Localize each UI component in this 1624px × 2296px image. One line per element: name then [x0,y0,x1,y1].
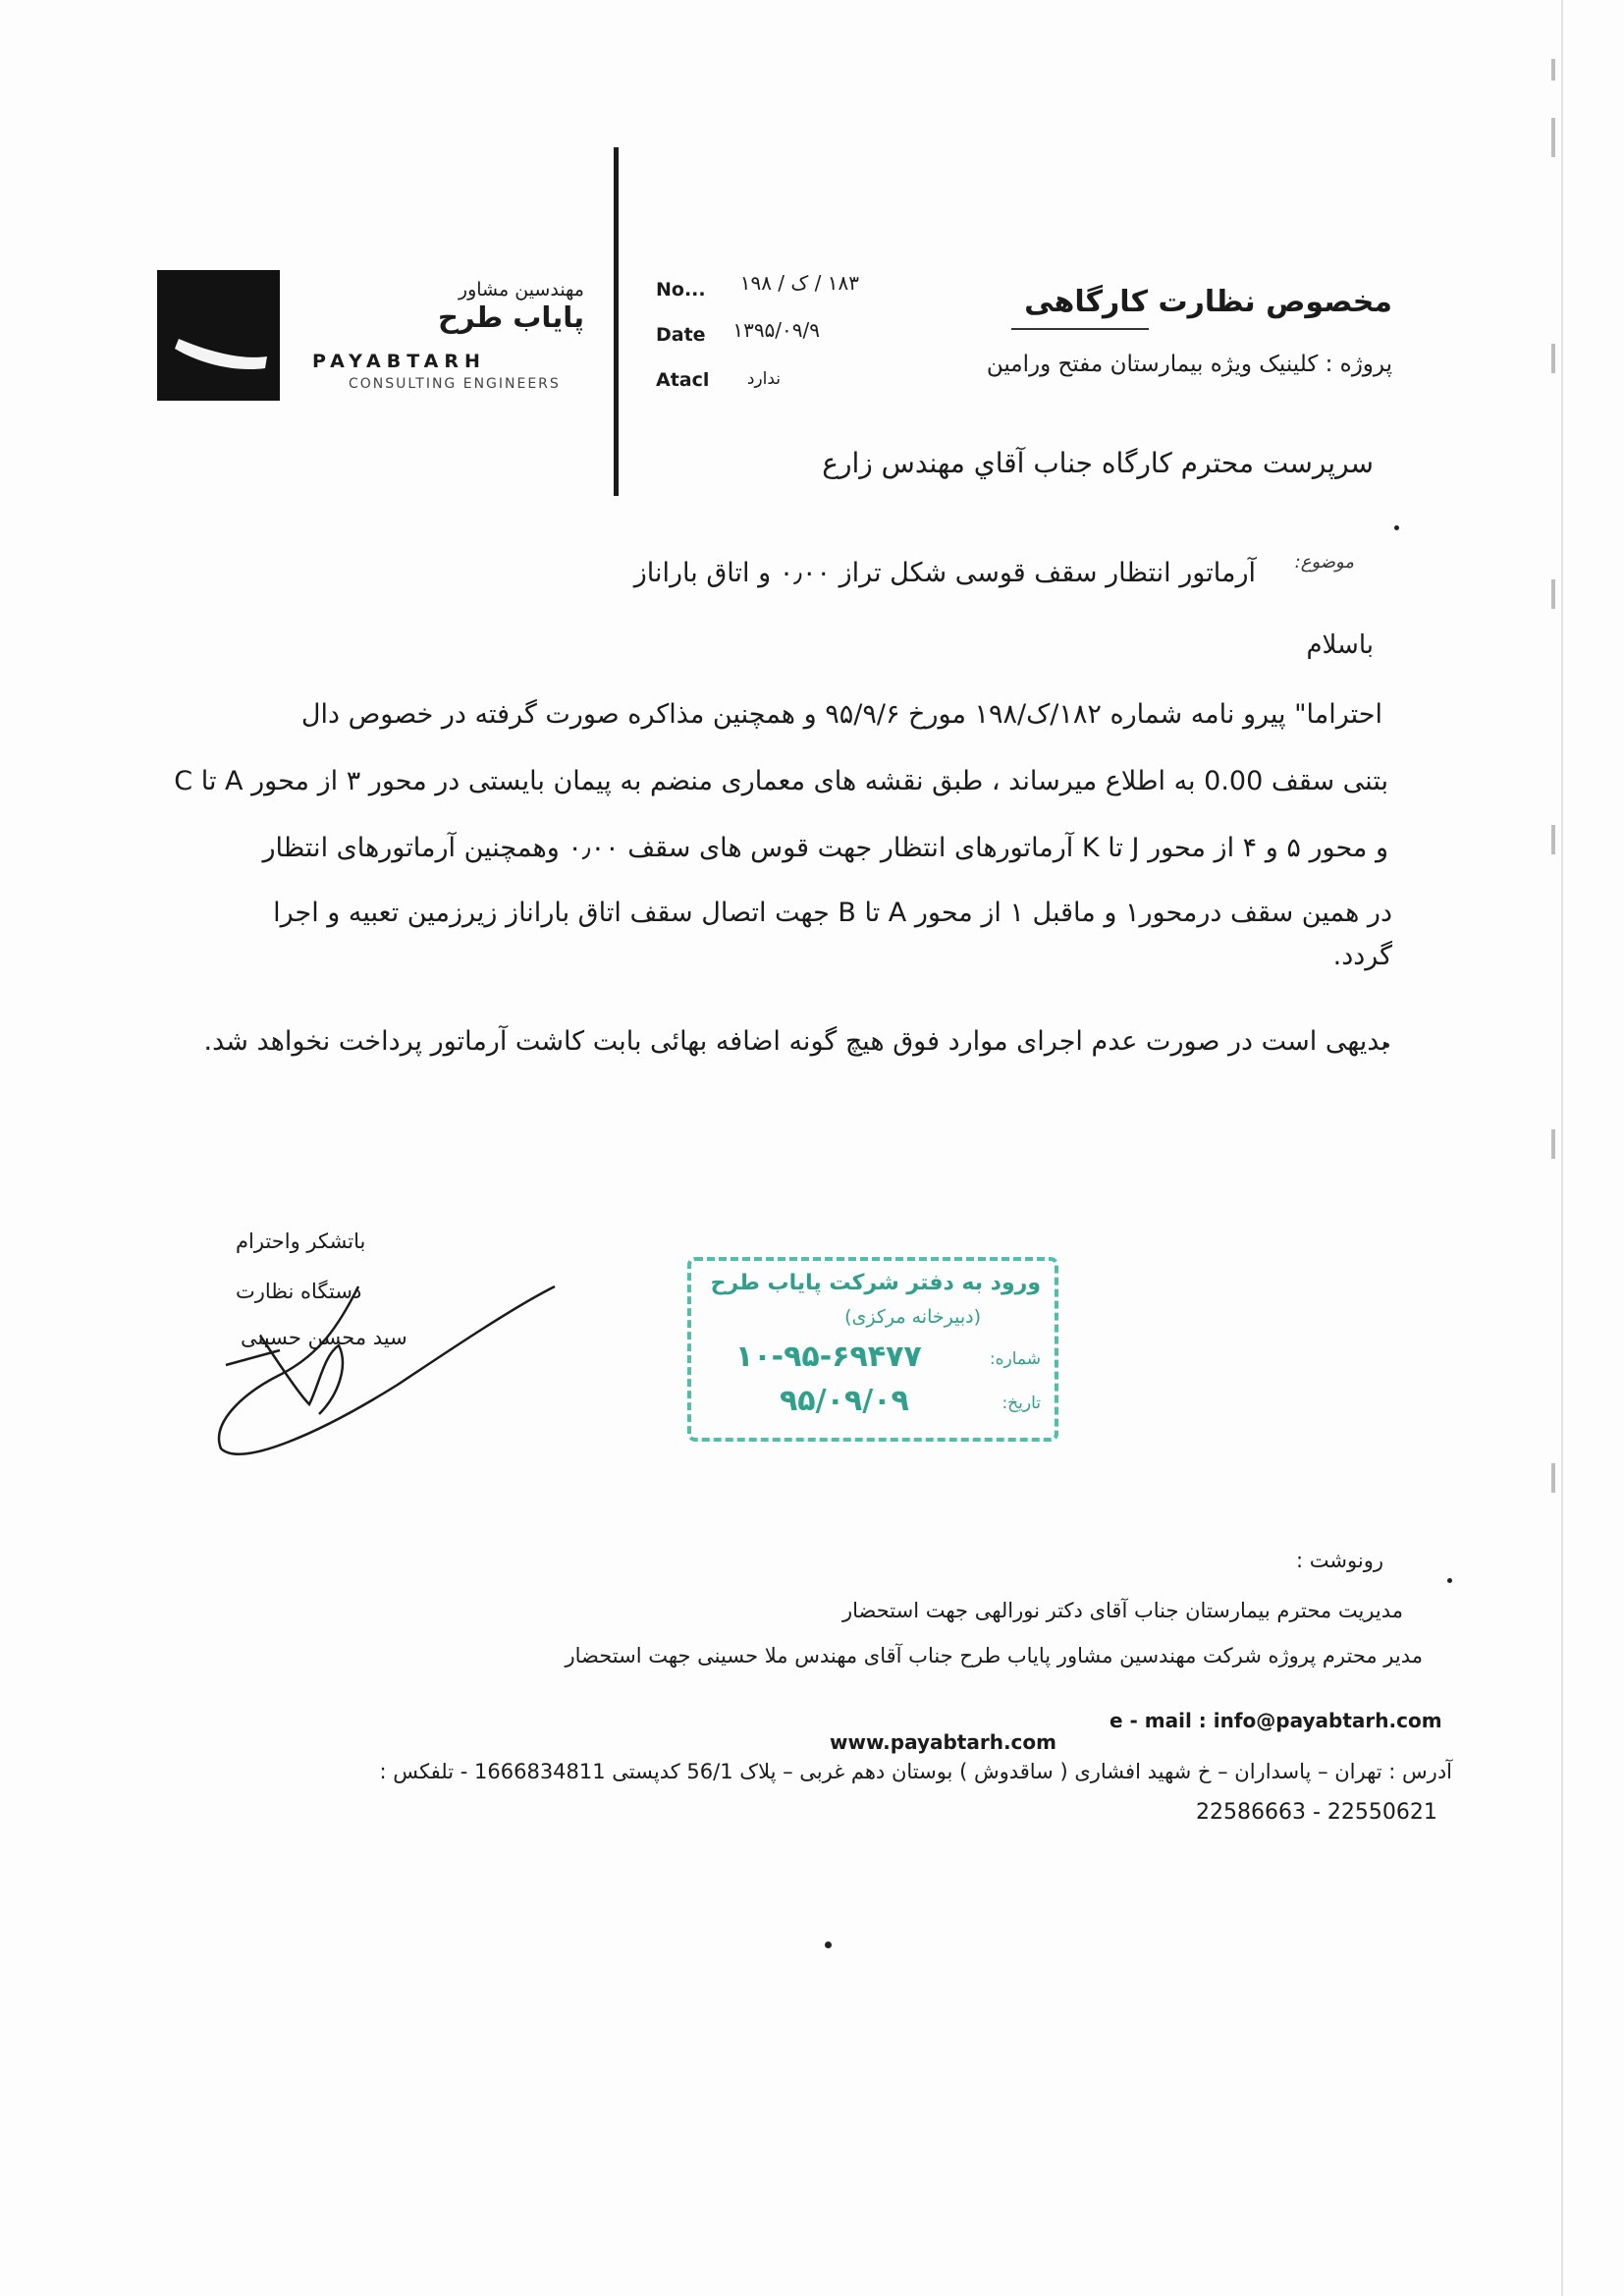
cc-line: مدیریت محترم بیمارستان جناب آقای دکتر نورالهی جهت استحضار [842,1599,1403,1622]
header-title: مخصوص نظارت کارگاهی [1024,285,1392,319]
scan-mark [1551,1463,1555,1493]
body-line: در همین سقف درمحور۱ و ماقبل ۱ از محور A تا B جهت اتصال سقف اتاق باراناز زیرزمین تعبیه و اجرا [273,898,1392,928]
company-logo [157,270,280,401]
no-value: ۱۸۳ / ک / ۱۹۸ [739,271,859,295]
receipt-stamp [687,1257,1058,1442]
logo-english-name: PAYABTARH [312,351,486,372]
subject-label: موضوع: [1294,552,1354,573]
stamp-number-label: شماره: [989,1349,1041,1369]
subject-text: آرماتور انتظار سقف قوسی شکل تراز ۰٫۰۰ و اتاق باراناز [633,558,1256,588]
body-line: گردد. [1332,941,1392,971]
date-value: ۱۳۹۵/۰۹/۹ [732,318,820,342]
logo-persian-subtitle: مهندسین مشاور [458,279,584,301]
logo-english-subtitle: CONSULTING ENGINEERS [349,376,561,392]
scan-mark [1551,344,1555,373]
stamp-number-value: ۱۰-۹۵-۶۹۴۷۷ [735,1339,922,1374]
greeting: باسلام [1306,630,1374,660]
closing-department: دستگاه نظارت [236,1280,362,1303]
note-line: بدیهی است در صورت عدم اجرای موارد فوق هیچ گونه اضافه بهائی بابت کاشت آرماتور پرداخت نخواهد شد. [203,1026,1388,1057]
no-label: No... [656,279,706,301]
stamp-subtitle: (دبیرخانه مرکزی) [844,1306,981,1328]
scan-mark [1551,825,1555,854]
closing-regards: باتشکر واحترام [236,1230,366,1253]
body-line: بتنی سقف 0.00 به اطلاع میرساند ، طبق نقشه های معماری منضم به پیمان بایستی در محور ۳ از محور A تا C [174,766,1388,796]
logo-persian-name: پایاب طرح [437,301,584,334]
stamp-title: ورود به دفتر شرکت پایاب طرح [710,1271,1041,1295]
body-line: و محور ۵ و ۴ از محور J تا K آرماتورهای انتظار جهت قوس های سقف ۰٫۰۰ وهمچنین آرماتورهای انتظار [262,833,1388,863]
bullet-dot [1447,1578,1452,1583]
signer-name: سید محسن حسینی [241,1326,407,1349]
date-label: Date [656,324,706,346]
project-name: پروژه : کلینیک ویژه بیمارستان مفتح ورامین [986,352,1392,377]
logo-mark-icon [157,270,280,401]
addressee: سرپرست محترم کارگاه جناب آقاي مهندس زارع [822,447,1374,479]
footer-address: آدرس : تهران – پاسداران – خ شهید افشاری ( ساقدوش ) بوستان دهم غربی – پلاک 56/1 کدپستی 1666834811 - تلفکس : [379,1760,1452,1783]
attachment-label: Atacl [656,369,710,391]
footer-website: www.payabtarh.com [830,1730,1056,1754]
footer-email: e - mail : info@payabtarh.com [1110,1709,1442,1732]
bullet-dot [1394,525,1399,530]
body-line: احتراما" پیرو نامه شماره ۱۸۲/ک/۱۹۸ مورخ ۹۵/۹/۶ و همچنین مذاکره صورت گرفته در خصوص دال [300,699,1382,730]
scan-mark [1551,1129,1555,1159]
header-underline [1011,328,1149,330]
footer-phones: 22586663 - 22550621 [1196,1800,1437,1825]
stamp-date-value: ۹۵/۰۹/۰۹ [780,1384,909,1418]
cc-title: رونوشت : [1296,1549,1383,1572]
signature-icon [201,1267,574,1463]
scan-mark [1551,59,1555,81]
cc-line: مدیر محترم پروژه شرکت مهندسین مشاور پایاب طرح جناب آقای مهندس ملا حسینی جهت استحضار [565,1644,1423,1667]
scan-mark [1551,118,1555,157]
page-dot [825,1941,832,1948]
attachment-value: ندارد [746,369,781,389]
stamp-date-label: تاریخ: [1001,1394,1041,1413]
scan-edge-line [1561,0,1563,2296]
scan-mark [1551,579,1555,609]
header-divider [614,147,619,496]
